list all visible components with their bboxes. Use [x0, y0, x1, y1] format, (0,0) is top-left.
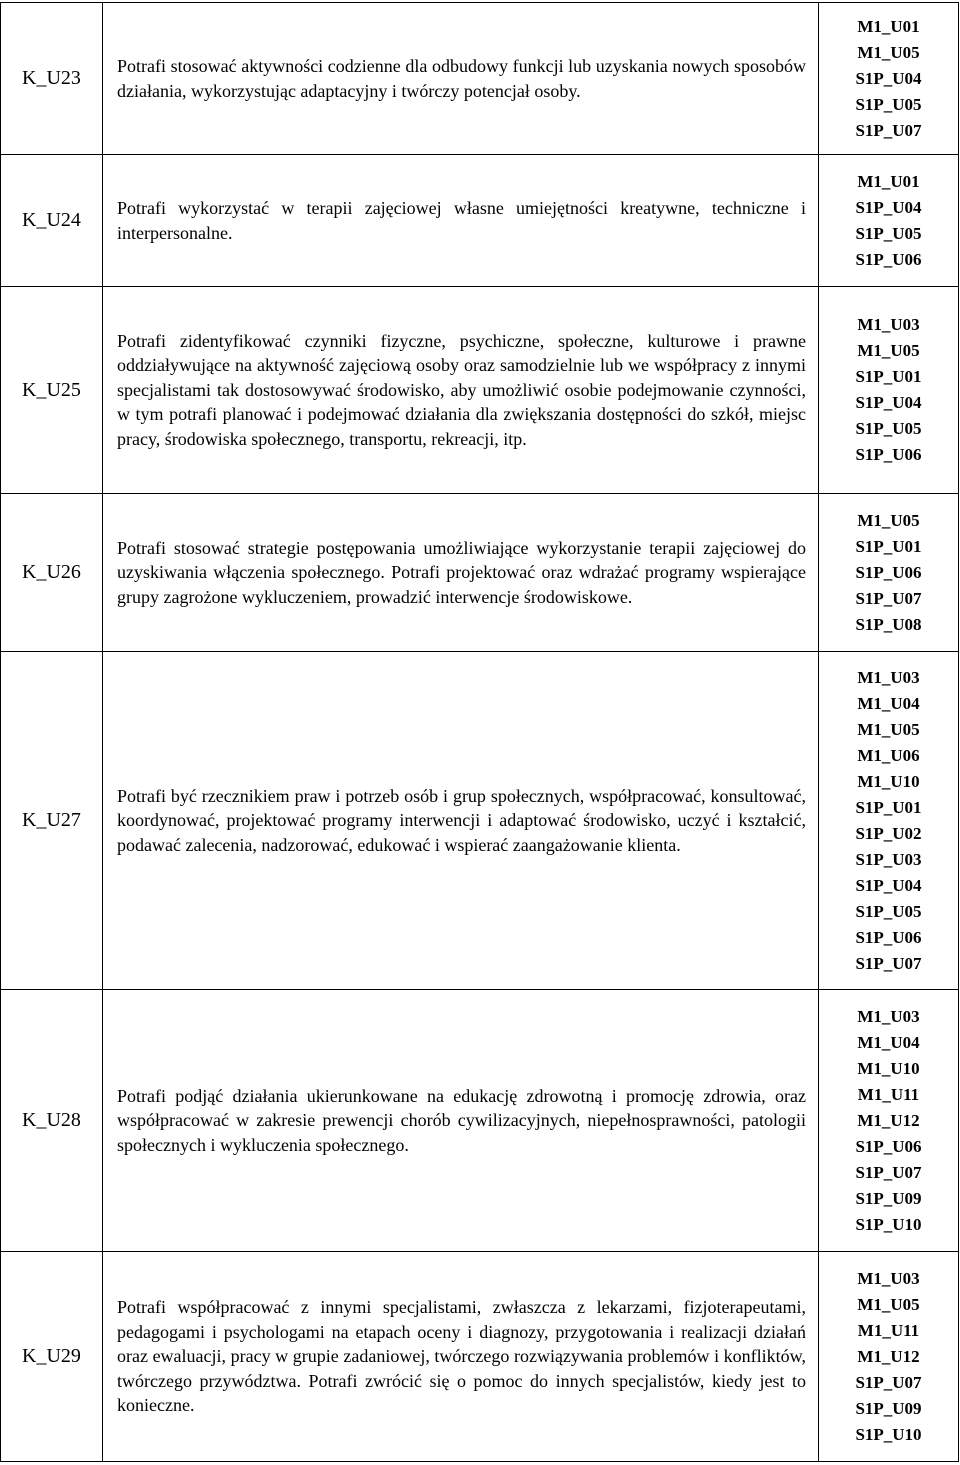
- reference-code: M1_U05: [857, 42, 920, 62]
- table-row: [1, 3, 959, 155]
- reference-code: S1P_U07: [855, 120, 922, 140]
- outcome-description: Potrafi współpracować z innymi specjalistami, zwłaszcza z lekarzami, fizjoterapeutami, pedagogami i psychologami na etapach oceny i diagnozy, przygotowania i realizacji działań oraz ewaluacji, pracy w grupie zadaniowej, twórczego rozwiązywania problemów i konfliktów, twórczego przywództwa. Potrafi zwrócić się o pomoc do innych specjalistów, kiedy jest to konieczne.: [103, 1252, 819, 1462]
- table-row: [1, 652, 959, 990]
- learning-outcomes-table: [0, 2, 959, 1462]
- reference-code: S1P_U09: [855, 1188, 922, 1208]
- reference-code: S1P_U06: [855, 562, 922, 582]
- table-body: [1, 3, 959, 1462]
- reference-code: M1_U11: [857, 1084, 920, 1104]
- reference-code: S1P_U01: [855, 367, 922, 386]
- reference-code: M1_U03: [857, 1006, 920, 1026]
- reference-code: S1P_U04: [855, 197, 922, 217]
- reference-codes: [819, 3, 959, 155]
- outcome-code: K_U26: [1, 494, 103, 652]
- reference-codes: [819, 155, 959, 287]
- outcome-code: K_U24: [1, 155, 103, 287]
- reference-codes: [819, 652, 959, 990]
- outcome-description: Potrafi być rzecznikiem praw i potrzeb osób i grup społecznych, współpracować, konsultować, koordynować, projektować programy interwencji i adaptować środowisko, uczyć i kształcić, podawać zalecenia, nadzorować, edukować i wspierać zaangażowanie klienta.: [103, 652, 819, 990]
- table-row: [1, 990, 959, 1252]
- outcome-description: Potrafi stosować aktywności codzienne dla odbudowy funkcji lub uzyskania nowych sposobów działania, wykorzystując adaptacyjny i twórczy potencjał osoby.: [103, 3, 819, 155]
- reference-code: S1P_U01: [855, 536, 922, 556]
- table-row: [1, 494, 959, 652]
- table-row: [1, 287, 959, 494]
- reference-code: S1P_U05: [855, 419, 922, 438]
- reference-code: M1_U01: [857, 171, 920, 191]
- reference-code: M1_U01: [857, 16, 920, 36]
- reference-code: S1P_U06: [855, 927, 922, 947]
- reference-code: S1P_U06: [855, 1136, 922, 1156]
- table-row: [1, 1252, 959, 1462]
- reference-code: S1P_U07: [855, 1162, 922, 1182]
- reference-code: S1P_U10: [855, 1214, 922, 1234]
- outcome-description: Potrafi podjąć działania ukierunkowane na edukację zdrowotną i promocję zdrowia, oraz współpracować w zakresie prewencji chorób cywilizacyjnych, niepełnosprawności, patologii społecznych i wykluczenia społecznego.: [103, 990, 819, 1252]
- reference-code: M1_U05: [857, 510, 920, 530]
- reference-code: S1P_U01: [855, 797, 922, 817]
- reference-code: S1P_U06: [855, 249, 922, 269]
- reference-code: S1P_U07: [855, 588, 922, 608]
- reference-code: M1_U04: [857, 1032, 920, 1052]
- reference-code: S1P_U04: [855, 68, 922, 88]
- reference-code: S1P_U05: [855, 223, 922, 243]
- reference-code: M1_U03: [857, 667, 920, 687]
- reference-code: S1P_U06: [855, 445, 922, 464]
- reference-code: S1P_U05: [855, 94, 922, 114]
- reference-code: S1P_U03: [855, 849, 922, 869]
- reference-code: S1P_U04: [855, 875, 922, 895]
- reference-codes: [819, 287, 959, 494]
- reference-codes: [819, 1252, 959, 1462]
- reference-code: M1_U12: [857, 1110, 920, 1130]
- outcome-code: K_U28: [1, 990, 103, 1252]
- reference-code: S1P_U05: [855, 901, 922, 921]
- reference-code: S1P_U07: [855, 953, 922, 973]
- reference-code: S1P_U02: [855, 823, 922, 843]
- reference-code: S1P_U10: [855, 1424, 922, 1444]
- reference-code: M1_U11: [857, 1320, 920, 1340]
- reference-codes: [819, 494, 959, 652]
- reference-code: S1P_U07: [855, 1372, 922, 1392]
- outcome-code: K_U23: [1, 3, 103, 155]
- reference-code: M1_U05: [857, 1294, 920, 1314]
- reference-code: M1_U05: [857, 719, 920, 739]
- reference-code: M1_U04: [857, 693, 920, 713]
- reference-code: M1_U05: [857, 341, 920, 360]
- reference-code: M1_U10: [857, 771, 920, 791]
- outcome-description: Potrafi stosować strategie postępowania umożliwiające wykorzystanie terapii zajęciowej do uzyskiwania włączenia społecznego. Potrafi projektować oraz wdrażać programy wspierające grupy zagrożone wykluczeniem, prowadzić interwencje środowiskowe.: [103, 494, 819, 652]
- outcome-code: K_U29: [1, 1252, 103, 1462]
- outcome-description: Potrafi wykorzystać w terapii zajęciowej własne umiejętności kreatywne, techniczne i interpersonalne.: [103, 155, 819, 287]
- reference-code: M1_U03: [857, 1268, 920, 1288]
- reference-code: M1_U10: [857, 1058, 920, 1078]
- reference-code: M1_U06: [857, 745, 920, 765]
- outcome-code: K_U25: [1, 287, 103, 494]
- reference-code: M1_U12: [857, 1346, 920, 1366]
- reference-code: S1P_U08: [855, 614, 922, 634]
- table-row: [1, 155, 959, 287]
- reference-code: M1_U03: [857, 315, 920, 334]
- outcome-code: K_U27: [1, 652, 103, 990]
- reference-code: S1P_U09: [855, 1398, 922, 1418]
- outcome-description: Potrafi zidentyfikować czynniki fizyczne, psychiczne, społeczne, kulturowe i prawne oddziaływujące na aktywność zajęciową osoby oraz samodzielnie lub we współpracy z innymi specjalistami tak dostosowywać środowisko, aby umożliwić osobie podejmowanie czynności, w tym potrafi planować i podejmować działania dla zwiększania dostępności do szkół, miejsc pracy, środowiska społecznego, transportu, rekreacji, itp.: [103, 287, 819, 494]
- reference-codes: [819, 990, 959, 1252]
- reference-code: S1P_U04: [855, 393, 922, 412]
